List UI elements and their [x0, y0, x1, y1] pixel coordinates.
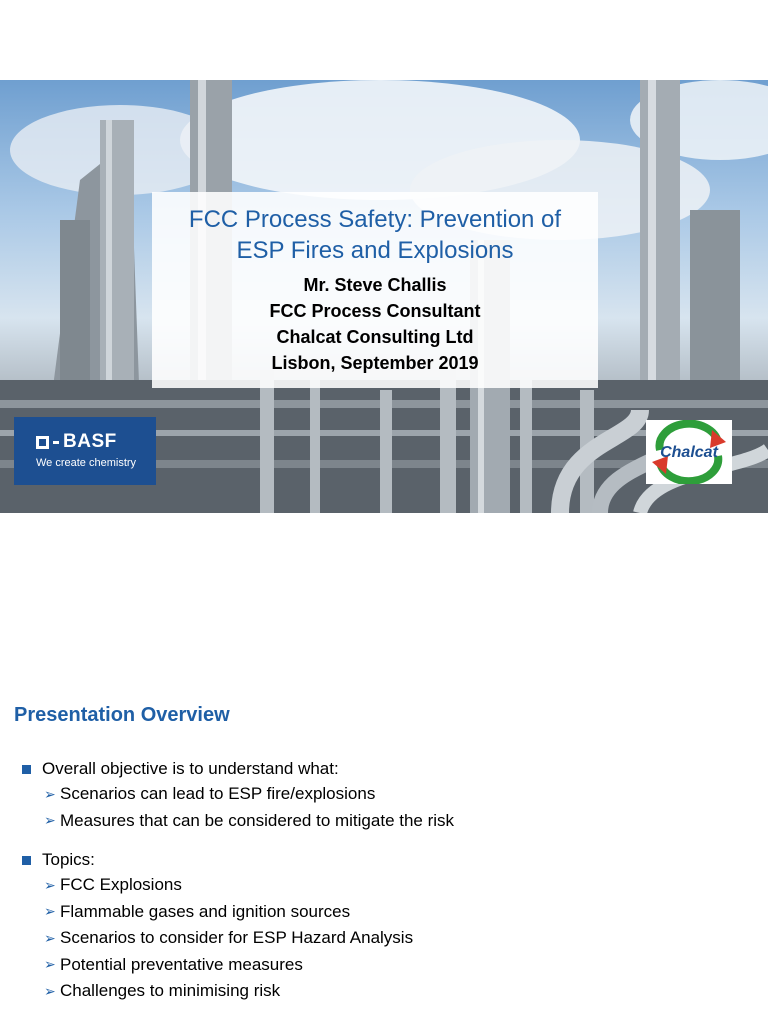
presenter-company: Chalcat Consulting Ltd: [276, 327, 474, 347]
location-date: Lisbon, September 2019: [271, 353, 479, 373]
bullet-level2: ➢ Scenarios to consider for ESP Hazard Analysis: [44, 928, 414, 948]
overview-bullet-list: [22, 757, 762, 1005]
bullet-level2: ➢ FCC Explosions: [44, 875, 182, 895]
chalcat-logo: [646, 420, 732, 484]
arrow-bullet-icon: ➢: [44, 929, 56, 946]
bullet-level2: ➢ Challenges to minimising risk: [44, 981, 281, 1001]
title-slide-hero: [0, 80, 768, 513]
chalcat-logo-icon: [646, 420, 732, 484]
arrow-bullet-icon: ➢: [44, 876, 56, 893]
arrow-bullet-icon: ➢: [44, 785, 56, 802]
square-bullet-icon: [22, 856, 31, 865]
basf-logo: BASF We create chemistry: [14, 417, 156, 485]
bullet-level1: Topics:: [22, 848, 762, 872]
presentation-title: FCC Process Safety: Prevention of ESP Fires and Explosions: [188, 206, 562, 264]
svg-text:Chalcat: Chalcat: [660, 444, 718, 461]
bullet-level1: Overall objective is to understand what:: [22, 757, 762, 781]
presenter-name: Mr. Steve Challis: [303, 275, 447, 295]
basf-square-icon: [36, 436, 49, 449]
arrow-bullet-icon: ➢: [44, 812, 56, 829]
title-box: [152, 192, 598, 388]
bullet-level2: ➢ Potential preventative measures: [44, 954, 303, 974]
arrow-bullet-icon: ➢: [44, 903, 56, 920]
bullet-level2: ➢ Flammable gases and ignition sources: [44, 901, 351, 921]
overview-title: Presentation Overview: [14, 704, 230, 726]
arrow-bullet-icon: ➢: [44, 982, 56, 999]
arrow-bullet-icon: ➢: [44, 956, 56, 973]
bullet-level2: ➢ Measures that can be considered to mitigate the risk: [44, 810, 455, 830]
bullet-level2: ➢ Scenarios can lead to ESP fire/explosions: [44, 784, 376, 804]
square-bullet-icon: [22, 765, 31, 774]
presenter-role: FCC Process Consultant: [269, 301, 481, 321]
